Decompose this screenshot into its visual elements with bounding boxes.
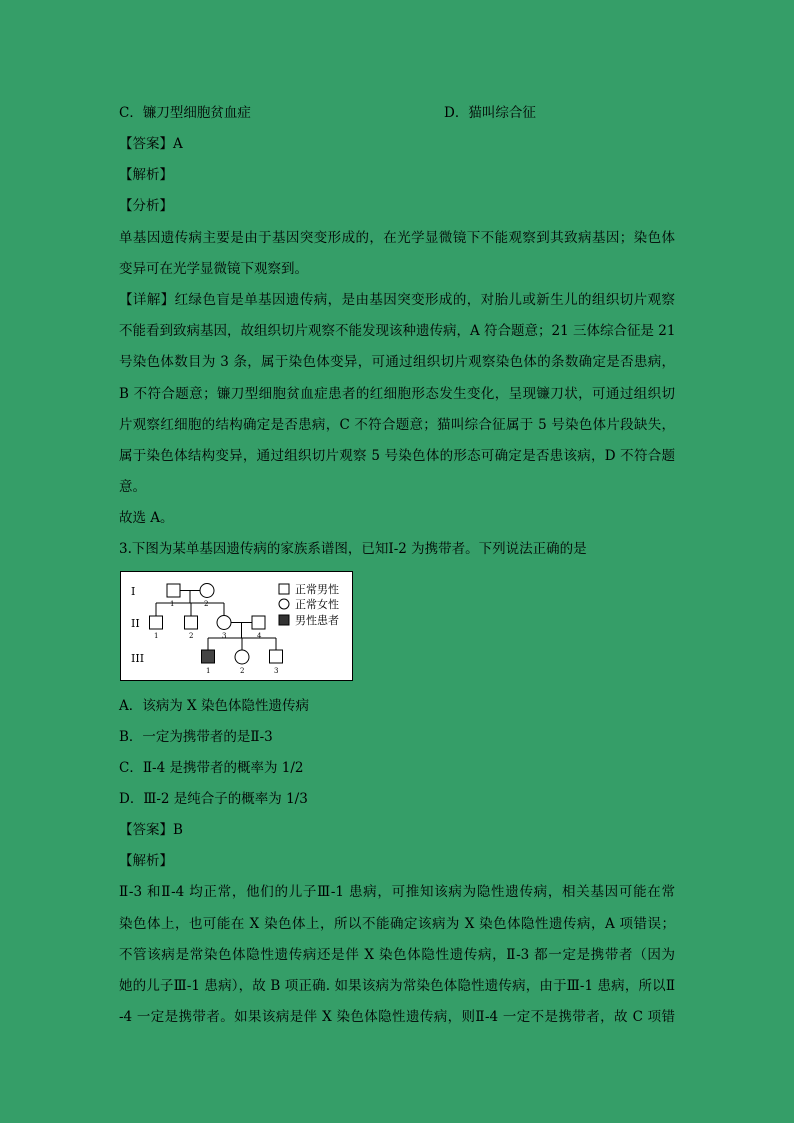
legend-affected-male-label: 男性患者 (295, 614, 339, 627)
num-I1: 1 (170, 600, 175, 608)
q3-option-c: C．Ⅱ-4 是携带者的概率为 1/2 (119, 760, 304, 776)
q3-explanation-line: Ⅱ-3 和Ⅱ-4 均正常，他们的儿子Ⅲ-1 患病，可推知该病为隐性遗传病，相关基因可能在常 (119, 884, 675, 900)
num-I2: 2 (204, 600, 209, 608)
q2-detail-line: 【详解】红绿色盲是单基因遗传病，是由基因突变形成的，对胎儿或新生儿的组织切片观察 (119, 292, 675, 308)
legend-affected-male-icon (279, 615, 289, 625)
q3-option-b: B．一定为携带者的是Ⅱ-3 (119, 729, 273, 745)
num-III3: 3 (274, 667, 279, 675)
num-II4: 4 (257, 632, 262, 640)
q3-answer: 【答案】B (119, 822, 183, 838)
pedigree-diagram (120, 571, 353, 681)
II4-normal-male-symbol (252, 616, 265, 629)
q2-detail-line: 意。 (119, 479, 146, 495)
num-III2: 2 (240, 667, 245, 675)
q3-option-a: A．该病为 X 染色体隐性遗传病 (119, 698, 309, 714)
q2-fenxi-heading: 【分析】 (119, 198, 173, 214)
q2-detail-line: 不能看到致病基因，故组织切片观察不能发现该种遗传病，A 符合题意；21 三体综合征是 21 (119, 323, 676, 339)
q2-jiexi-heading: 【解析】 (119, 167, 173, 183)
q3-explanation-line: -4 一定是携带者。如果该病是伴 X 染色体隐性遗传病，则Ⅱ-4 一定不是携带者，故 C 项错 (119, 1009, 675, 1025)
II3-normal-female-symbol (217, 616, 231, 630)
legend-normal-male-label: 正常男性 (295, 583, 339, 596)
q2-conclusion: 故选 A。 (119, 510, 174, 526)
num-III1: 1 (206, 667, 211, 675)
gen-label-I: I (131, 585, 136, 598)
III1-affected-male-symbol (202, 650, 215, 663)
II1-normal-male-symbol (150, 616, 163, 629)
q3-explanation-line: 染色体上，也可能在 X 染色体上，所以不能确定该病为 X 染色体隐性遗传病，A 项错误； (119, 916, 675, 932)
q2-option-d: D．猫叫综合征 (444, 105, 536, 121)
legend-normal-female-label: 正常女性 (295, 598, 339, 611)
num-II3: 3 (222, 632, 227, 640)
q2-analysis-line: 变异可在光学显微镜下观察到。 (119, 261, 308, 277)
q3-option-d: D．Ⅲ-2 是纯合子的概率为 1/3 (119, 791, 308, 807)
gen-label-III: III (131, 652, 145, 665)
q2-detail-line: 属于染色体结构变异，通过组织切片观察 5 号染色体的形态可确定是否患该病，D 不符合题 (119, 448, 675, 464)
q2-analysis-line: 单基因遗传病主要是由于基因突变形成的，在光学显微镜下不能观察到其致病基因；染色体 (119, 230, 675, 246)
I2-normal-female-symbol (200, 584, 214, 598)
q3-stem: 3.下图为某单基因遗传病的家族系谱图，已知Ⅰ-2 为携带者。下列说法正确的是 (119, 541, 587, 557)
q2-answer: 【答案】A (119, 136, 183, 152)
num-II2: 2 (189, 632, 194, 640)
II2-normal-male-symbol (185, 616, 198, 629)
legend-normal-male-icon (279, 584, 289, 594)
III2-normal-female-symbol (235, 650, 249, 664)
q2-detail-line: 号染色体数目为 3 条，属于染色体变异，可通过组织切片观察染色体的条数确定是否患病， (119, 354, 675, 370)
I1-normal-male-symbol (167, 584, 180, 597)
q3-jiexi-heading: 【解析】 (119, 853, 173, 869)
num-II1: 1 (154, 632, 159, 640)
gen-label-II: II (131, 617, 140, 630)
legend-normal-female-icon (279, 599, 289, 609)
q2-option-c: C．镰刀型细胞贫血症 (119, 105, 251, 121)
q2-detail-line: B 不符合题意；镰刀型细胞贫血症患者的红细胞形态发生变化，呈现镰刀状，可通过组织切 (119, 386, 675, 402)
q3-explanation-line: 不管该病是常染色体隐性遗传病还是伴 X 染色体隐性遗传病，Ⅱ-3 都一定是携带者（因为 (119, 947, 675, 963)
III3-normal-male-symbol (270, 650, 283, 663)
q3-explanation-line: 她的儿子Ⅲ-1 患病），故 B 项正确. 如果该病为常染色体隐性遗传病，由于Ⅲ-1 患病，所以Ⅱ (119, 978, 675, 994)
q2-detail-line: 片观察红细胞的结构确定是否患病，C 不符合题意；猫叫综合征属于 5 号染色体片段缺失， (119, 417, 675, 433)
